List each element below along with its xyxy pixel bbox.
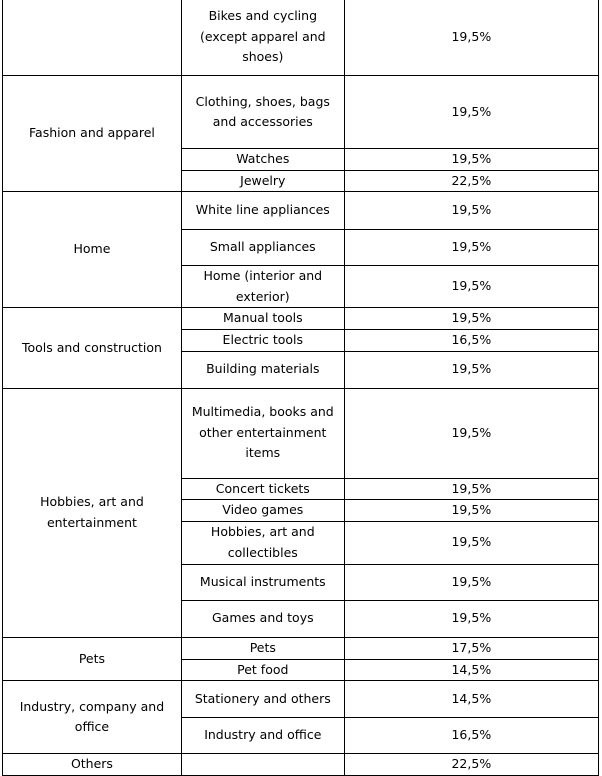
rate-cell: 19,5% — [344, 266, 598, 308]
category-cell: Hobbies, art and entertainment — [3, 388, 182, 637]
rate-cell: 19,5% — [344, 478, 598, 500]
table-row — [3, 637, 599, 659]
subcategory-cell — [181, 754, 344, 776]
rate-cell: 14,5% — [344, 659, 598, 681]
subcategory-cell: Musical instruments — [181, 564, 344, 600]
rate-cell: 19,5% — [344, 388, 598, 478]
subcategory-cell: Clothing, shoes, bags and accessories — [181, 76, 344, 149]
subcategory-cell: Electric tools — [181, 329, 344, 351]
subcategory-cell: White line appliances — [181, 192, 344, 230]
subcategory-cell: Video games — [181, 500, 344, 522]
table-row — [3, 0, 599, 76]
subcategory-cell: Bikes and cycling (except apparel and shoes) — [181, 0, 344, 76]
category-rate-table — [2, 0, 599, 776]
subcategory-cell: Hobbies, art and collectibles — [181, 521, 344, 564]
rate-cell: 19,5% — [344, 192, 598, 230]
rate-cell: 22,5% — [344, 170, 598, 192]
subcategory-cell: Industry and office — [181, 718, 344, 754]
rate-cell: 19,5% — [344, 76, 598, 149]
rate-cell: 19,5% — [344, 308, 598, 330]
rate-cell: 19,5% — [344, 230, 598, 266]
subcategory-cell: Stationery and others — [181, 681, 344, 718]
table-row — [3, 754, 599, 776]
rate-cell: 19,5% — [344, 351, 598, 388]
rate-cell: 19,5% — [344, 564, 598, 600]
rate-cell: 22,5% — [344, 754, 598, 776]
category-cell: Fashion and apparel — [3, 76, 182, 192]
table-row — [3, 76, 599, 149]
rate-cell: 19,5% — [344, 500, 598, 522]
rate-cell: 17,5% — [344, 637, 598, 659]
category-cell: Tools and construction — [3, 308, 182, 389]
rate-cell: 19,5% — [344, 149, 598, 171]
subcategory-cell: Home (interior and exterior) — [181, 266, 344, 308]
subcategory-cell: Small appliances — [181, 230, 344, 266]
table-row — [3, 681, 599, 718]
category-cell: Others — [3, 754, 182, 776]
category-cell: Home — [3, 192, 182, 308]
subcategory-cell: Concert tickets — [181, 478, 344, 500]
rate-cell: 16,5% — [344, 329, 598, 351]
category-cell: Pets — [3, 637, 182, 681]
rate-cell: 19,5% — [344, 521, 598, 564]
subcategory-cell: Games and toys — [181, 600, 344, 637]
subcategory-cell: Watches — [181, 149, 344, 171]
category-cell — [3, 0, 182, 76]
rate-cell: 14,5% — [344, 681, 598, 718]
category-cell: Industry, company and office — [3, 681, 182, 754]
rate-cell: 19,5% — [344, 600, 598, 637]
rate-cell: 16,5% — [344, 718, 598, 754]
table-row — [3, 192, 599, 230]
subcategory-cell: Manual tools — [181, 308, 344, 330]
table-row — [3, 388, 599, 478]
subcategory-cell: Pets — [181, 637, 344, 659]
subcategory-cell: Building materials — [181, 351, 344, 388]
table-row — [3, 308, 599, 330]
subcategory-cell: Multimedia, books and other entertainment items — [181, 388, 344, 478]
subcategory-cell: Pet food — [181, 659, 344, 681]
rate-cell: 19,5% — [344, 0, 598, 76]
subcategory-cell: Jewelry — [181, 170, 344, 192]
